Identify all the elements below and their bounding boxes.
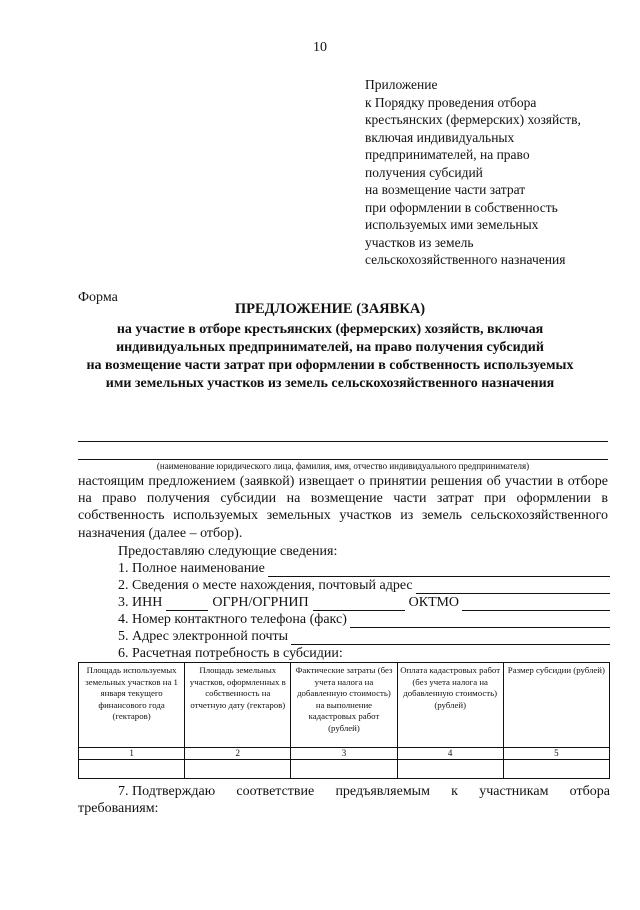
- applicant-name-line-1[interactable]: [78, 441, 608, 442]
- appendix-line: предпринимателей, на право: [365, 147, 530, 162]
- full-name-field: [78, 560, 610, 577]
- phone-field: [78, 611, 610, 628]
- item-7-word: 7. Подтверждаю: [118, 784, 216, 799]
- table-cell[interactable]: [185, 760, 291, 779]
- document-subtitle: [60, 321, 600, 393]
- applicant-name-line-2[interactable]: [78, 459, 608, 460]
- table-cell[interactable]: [79, 760, 185, 779]
- phone-label: 4. Номер контактного телефона (факс): [118, 612, 347, 627]
- inn-input[interactable]: [166, 598, 208, 611]
- document-title: ПРЕДЛОЖЕНИЕ (ЗАЯВКА): [234, 301, 426, 317]
- appendix-line: включая индивидуальных: [365, 129, 515, 145]
- address-field: [78, 577, 610, 594]
- appendix-line: на возмещение части затрат: [365, 182, 526, 197]
- appendix-line: при оформлении в собственность: [365, 199, 558, 215]
- applicant-hint: (наименование юридического лица, фамилия, имя, отчество индивидуального предпринимателя): [156, 461, 530, 471]
- need-label: 6. Расчетная потребность в субсидии:: [118, 646, 343, 661]
- full-name-input[interactable]: [268, 564, 610, 577]
- subtitle-line: ими земельных участков из земель сельскохозяйственного назначения: [105, 376, 555, 391]
- table-header-cell: Площадь используемых земельных участков на 1 января текущего финансового года (гектаров): [79, 663, 185, 748]
- subsidy-table: [78, 662, 610, 779]
- item-7-word: участникам: [479, 784, 549, 799]
- table-header-row: [79, 663, 610, 748]
- address-label: 2. Сведения о месте нахождения, почтовый адрес: [118, 578, 413, 593]
- oktmo-label: ОКТМО: [408, 595, 460, 610]
- form-label: Форма: [78, 290, 118, 305]
- email-field: [78, 628, 610, 645]
- appendix-line: получения субсидий: [365, 164, 483, 180]
- item-7-word: предъявляемым: [335, 784, 430, 799]
- subtitle-line: индивидуальных предпринимателей, на право получения субсидий: [116, 340, 544, 355]
- inn-label: 3. ИНН: [118, 595, 163, 610]
- appendix-line: используемых ими земельных: [365, 217, 539, 232]
- need-heading: [78, 645, 610, 662]
- table-cell[interactable]: [291, 760, 397, 779]
- appendix-line: участков из земель: [365, 234, 474, 250]
- info-lead: [78, 543, 610, 560]
- column-number: 3: [291, 748, 397, 760]
- table-cell[interactable]: [397, 760, 503, 779]
- table-header-cell: Оплата кадастровых работ (без учета налога на добавленную стоимость) (рублей): [397, 663, 503, 748]
- appendix-line: Приложение: [365, 77, 438, 92]
- appendix-line: сельскохозяйственного назначения: [365, 252, 566, 267]
- column-number: 4: [397, 748, 503, 760]
- info-lead-text: Предоставляю следующие сведения:: [118, 544, 338, 559]
- appendix-line: к Порядку проведения отбора: [365, 94, 537, 110]
- column-number: 1: [79, 748, 185, 760]
- item-7-paragraph: [78, 783, 610, 817]
- item-7-line-2: требованиям:: [78, 801, 159, 817]
- item-7-word: соответствие: [236, 784, 315, 799]
- subtitle-line: на участие в отборе крестьянских (фермерских) хозяйств, включая: [116, 322, 544, 337]
- table-cell[interactable]: [503, 760, 609, 779]
- address-input[interactable]: [416, 581, 610, 594]
- subtitle-line: на возмещение части затрат при оформлении в собственность используемых: [86, 358, 574, 373]
- appendix-line: крестьянских (фермерских) хозяйств,: [365, 112, 581, 127]
- ids-field: [78, 594, 610, 611]
- table-number-row: [79, 748, 610, 760]
- email-input[interactable]: [291, 632, 610, 645]
- item-7-line-1: [78, 783, 610, 800]
- table-header-cell: Фактические затраты (без учета налога на добавленную стоимость) на выполнение кадастровых работ (рублей): [291, 663, 397, 748]
- appendix-note: [365, 76, 627, 269]
- page-number: 10: [313, 40, 327, 55]
- table-header-cell: Размер субсидии (рублей): [503, 663, 609, 748]
- column-number: 2: [185, 748, 291, 760]
- item-7-word: к: [451, 784, 458, 799]
- full-name-label: 1. Полное наименование: [118, 561, 265, 576]
- table-data-row: [79, 760, 610, 779]
- phone-input[interactable]: [350, 615, 610, 628]
- email-label: 5. Адрес электронной почты: [118, 629, 289, 644]
- item-7-word: отбора: [569, 784, 610, 799]
- ogrn-label: ОГРН/ОГРНИП: [212, 595, 309, 610]
- ogrn-input[interactable]: [313, 598, 405, 611]
- intro-paragraph: настоящим предложением (заявкой) извещает о принятии решения об участии в отборе на право получения субсидии на возмещение части затрат при оформлении в собственность используемых земельных участков из земель сельскохозяйственного назначения (далее – отбор).: [78, 474, 608, 541]
- oktmo-input[interactable]: [462, 598, 610, 611]
- table-header-cell: Площадь земельных участков, оформленных в собственность на отчетную дату (гектаров): [185, 663, 291, 748]
- column-number: 5: [503, 748, 609, 760]
